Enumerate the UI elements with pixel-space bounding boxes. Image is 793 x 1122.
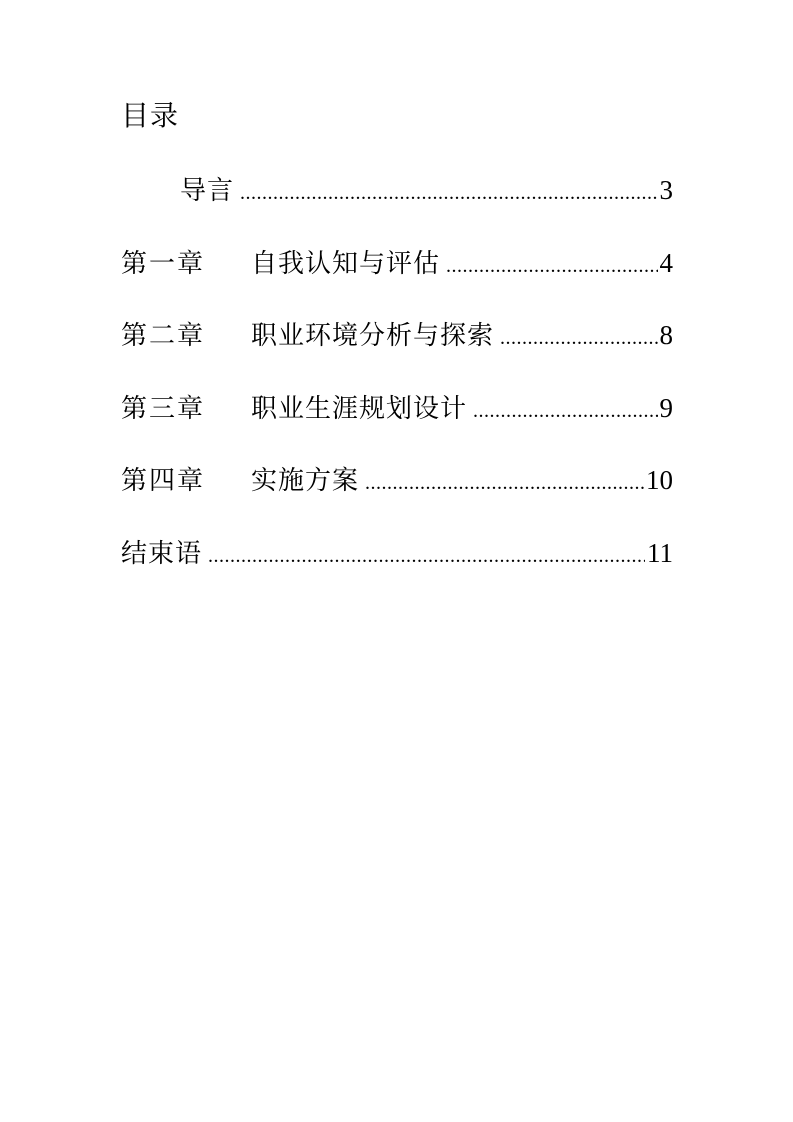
toc-entry-chapter-1[interactable] [121, 243, 673, 316]
dot-leader [365, 463, 644, 503]
toc-entry-introduction[interactable] [121, 170, 673, 243]
toc-entry-chapter-4[interactable] [121, 460, 673, 533]
dot-leader [500, 318, 657, 358]
toc-entry-chapter-3[interactable] [121, 388, 673, 461]
toc-entry-chapter-number: 第二章 [121, 321, 206, 351]
dot-leader [446, 246, 657, 286]
dot-leader [240, 173, 657, 213]
toc-entry-title: 职业生涯规划设计 [251, 393, 468, 424]
toc-entry-page-number: 9 [659, 392, 673, 423]
toc-entry-page-number: 8 [659, 320, 673, 350]
toc-list [121, 170, 673, 605]
toc-entry-conclusion[interactable] [121, 533, 673, 606]
toc-entry-chapter-2[interactable] [121, 315, 673, 388]
toc-entry-chapter-number: 第三章 [121, 393, 206, 424]
toc-title: 目录 [121, 99, 180, 132]
toc-entry-title: 自我认知与评估 [251, 248, 441, 279]
toc-entry-page-number: 10 [646, 465, 673, 495]
toc-entry-title: 导言 [180, 176, 235, 206]
dot-leader [208, 536, 645, 576]
toc-entry-page-number: 4 [659, 247, 673, 278]
toc-entry-page-number: 3 [659, 175, 673, 205]
toc-entry-chapter-number: 第一章 [121, 248, 206, 279]
dot-leader [473, 391, 657, 431]
toc-entry-page-number: 11 [647, 537, 673, 568]
toc-entry-chapter-number: 第四章 [121, 466, 206, 496]
toc-entry-title: 实施方案 [251, 466, 360, 496]
toc-entry-title: 职业环境分析与探索 [251, 321, 495, 351]
toc-entry-title: 结束语 [121, 538, 203, 569]
